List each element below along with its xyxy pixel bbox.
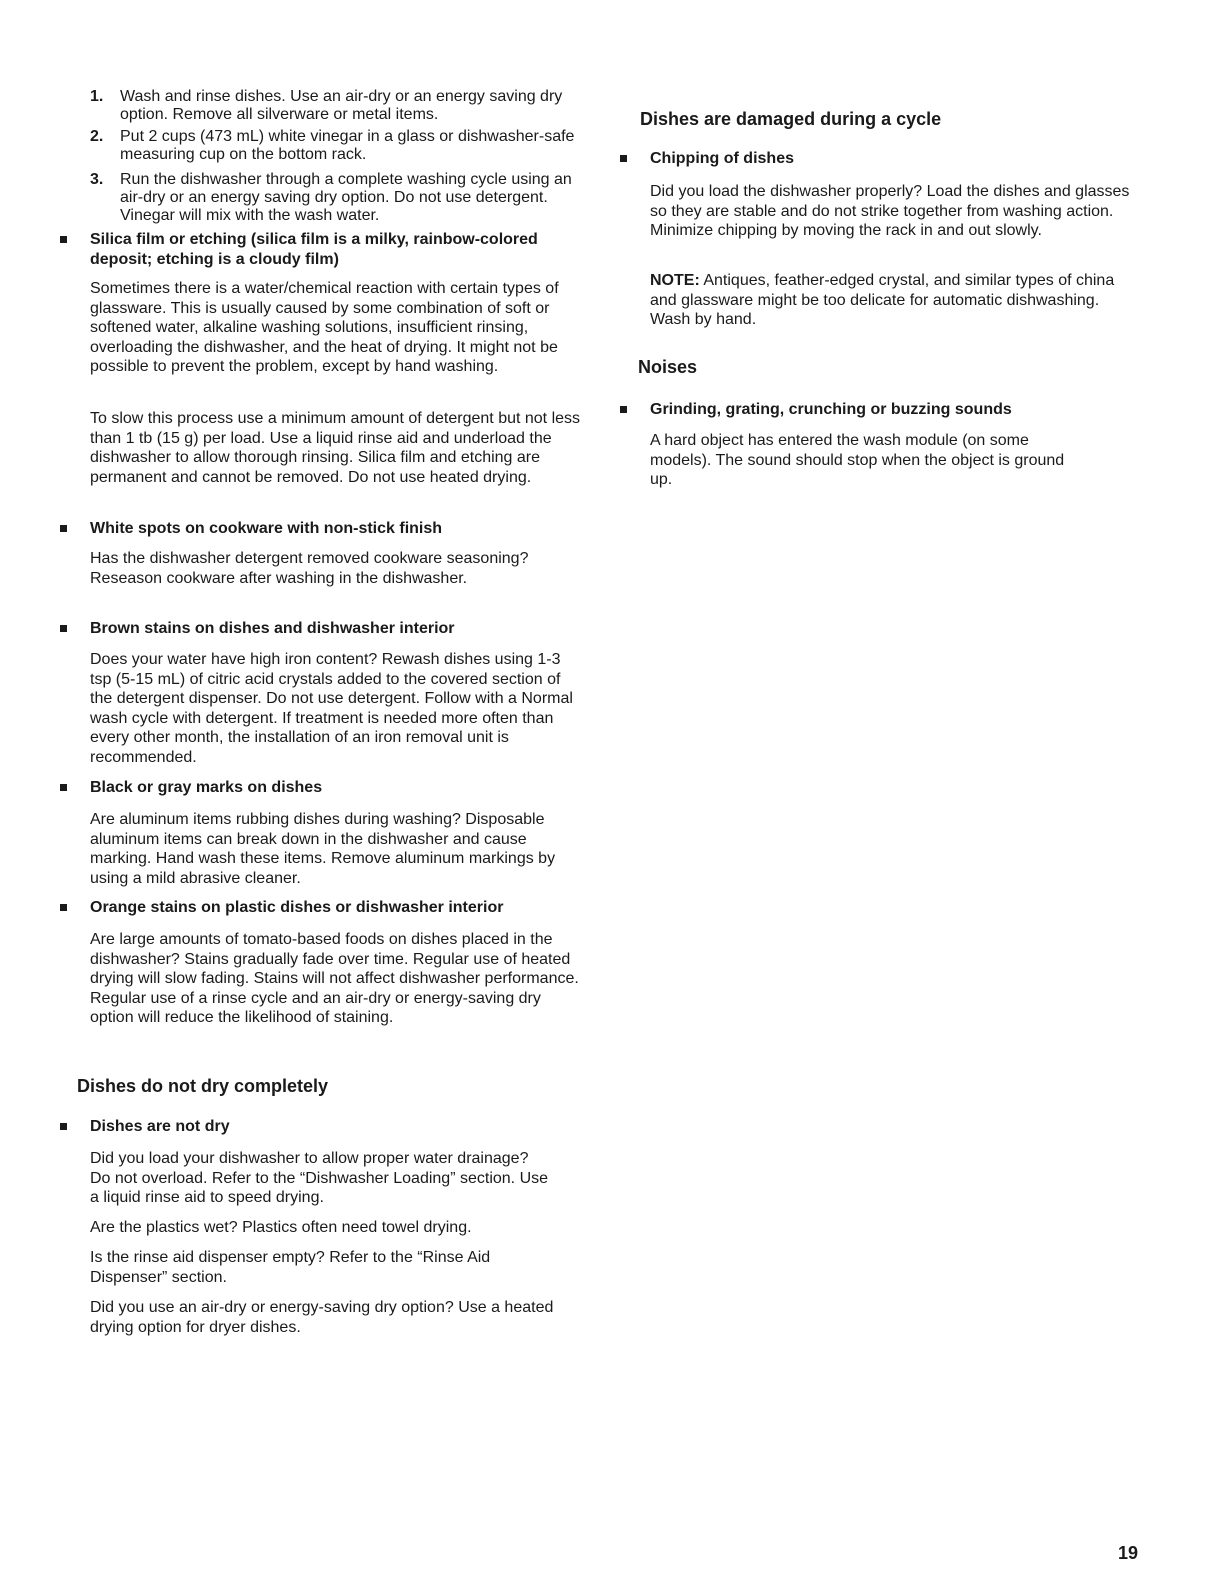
not-dry-paragraph-1: Did you load your dishwasher to allow proper water drainage? Do not overload. Refer to the “Dishwasher Loading” section. Use a liquid rinse aid to speed drying. <box>90 1150 549 1207</box>
not-dry-heading: Dishes are not dry <box>90 1117 570 1137</box>
grinding-paragraph: A hard object has entered the wash module (on some models). The sound should stop when the object is ground up. <box>650 432 1065 489</box>
black-marks-paragraph: Are aluminum items rubbing dishes during washing? Disposable aluminum items can break down in the dishwasher and cause marking. Hand wash these items. Remove aluminum markings by using a mild abrasive cleaner. <box>90 811 556 887</box>
step-text: Wash and rinse dishes. Use an air-dry or an energy saving dry option. Remove all silverware or metal items. <box>120 88 563 123</box>
note-text: Antiques, feather-edged crystal, and similar types of china and glassware might be too delicate for automatic dishwashing. Wash by hand. <box>650 272 1115 329</box>
section-title-not-dry: Dishes do not dry completely <box>77 1076 329 1096</box>
silica-paragraph-2: To slow this process use a minimum amount of detergent but not less than 1 tb (15 g) per load. Use a liquid rinse aid and underload the dishwasher to allow thorough rinsing. Silica film and etching are permanent and cannot be removed. Do not use heated drying. <box>90 410 581 486</box>
white-spots-heading: White spots on cookware with non-stick finish <box>90 519 570 539</box>
page-number: 19 <box>1118 1543 1139 1563</box>
not-dry-paragraph-4: Did you use an air-dry or energy-saving dry option? Use a heated drying option for dryer dishes. <box>90 1299 554 1336</box>
grinding-heading: Grinding, grating, crunching or buzzing sounds <box>650 400 1150 420</box>
bullet-icon <box>60 236 67 243</box>
orange-stains-paragraph: Are large amounts of tomato-based foods on dishes placed in the dishwasher? Stains gradually fade over time. Regular use of heated drying will slow fading. Stains will not affect dishwasher performance. Regular use of a rinse cycle and an air-dry or energy-saving dry option will reduce the likelihood of staining. <box>90 931 579 1027</box>
bullet-icon <box>60 904 67 911</box>
silica-paragraph-1: Sometimes there is a water/chemical reaction with certain types of glassware. This is usually caused by some combination of soft or softened water, alkaline washing solutions, insufficient rinsing, overloading the dishwasher, and the heat of drying. It might not be possible to prevent the problem, except by hand washing. <box>90 280 559 376</box>
white-spots-paragraph: Has the dishwasher detergent removed cookware seasoning? Reseason cookware after washing in the dishwasher. <box>90 550 529 587</box>
brown-stains-heading: Brown stains on dishes and dishwasher interior <box>90 619 570 639</box>
bullet-icon <box>620 155 627 162</box>
bullet-icon <box>60 625 67 632</box>
step-number: 1. <box>90 88 104 105</box>
bullet-icon <box>620 406 627 413</box>
note-paragraph <box>650 271 1130 330</box>
step-text: Run the dishwasher through a complete washing cycle using an air-dry or an energy saving dry option. Do not use detergent. Vinegar will mix with the wash water. <box>120 171 572 224</box>
bullet-icon <box>60 1123 67 1130</box>
bullet-icon <box>60 525 67 532</box>
step-number: 3. <box>90 171 104 188</box>
step-number: 2. <box>90 128 104 145</box>
black-marks-heading: Black or gray marks on dishes <box>90 778 570 798</box>
section-title-damaged: Dishes are damaged during a cycle <box>640 109 942 129</box>
not-dry-paragraph-2: Are the plastics wet? Plastics often need towel drying. <box>90 1219 472 1236</box>
orange-stains-heading: Orange stains on plastic dishes or dishwasher interior <box>90 898 580 918</box>
bullet-icon <box>60 784 67 791</box>
step-text: Put 2 cups (473 mL) white vinegar in a glass or dishwasher-safe measuring cup on the bottom rack. <box>120 128 575 163</box>
chipping-heading: Chipping of dishes <box>650 149 1150 169</box>
brown-stains-paragraph: Does your water have high iron content? Rewash dishes using 1-3 tsp (5-15 mL) of citric acid crystals added to the covered section of the detergent dispenser. Do not use detergent. Follow with a Normal wash cycle with detergent. If treatment is needed more often than every other month, the installation of an iron removal unit is recommended. <box>90 651 573 766</box>
note-label: NOTE: <box>650 272 700 289</box>
not-dry-paragraph-3: Is the rinse aid dispenser empty? Refer to the “Rinse Aid Dispenser” section. <box>90 1249 491 1286</box>
section-title-noises: Noises <box>638 357 698 377</box>
silica-heading: Silica film or etching (silica film is a milky, rainbow-colored deposit; etching is a cloudy film) <box>90 230 560 270</box>
chipping-paragraph: Did you load the dishwasher properly? Load the dishes and glasses so they are stable and do not strike together from washing action. Minimize chipping by moving the rack in and out slowly. <box>650 183 1130 240</box>
